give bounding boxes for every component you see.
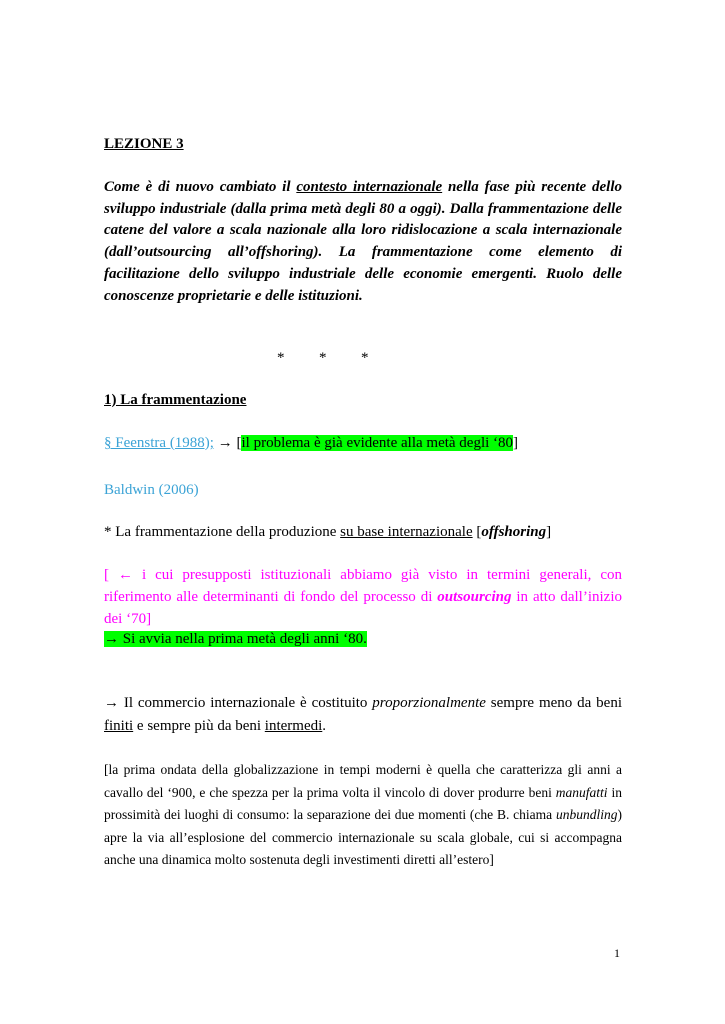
offshoring-term: offshoring <box>481 524 547 540</box>
commerce-italic: proporzionalmente <box>372 695 486 711</box>
commerce-text-4: . <box>322 717 327 734</box>
green-highlight: → Si avvia nella prima metà degli anni ‘80. <box>104 631 367 647</box>
frag-bracket-open: [ <box>472 524 482 540</box>
intro-text-2: nella fase più recente dello sviluppo industriale (dalla prima metà degli 80 a oggi). Dalla frammentazione delle catene del valore a scala nazionale alla loro ridislocazione a scala internazionale (dall’outsourcing all’offshoring). La frammentazione come elemento di facilitazione dello sviluppo industriale delle economie emergenti. Ruolo delle conoscenze proprietarie e delle istituzioni. <box>104 179 622 304</box>
note-text-3: ) apre la via all’esplosione del commercio internazionale su scala globale, cui si accompagna anche una dinamica molto sostenuta degli investimenti diretti all’estero] <box>104 807 622 867</box>
commerce-underlined-2: intermedi <box>264 717 323 734</box>
arrow-right-icon: → <box>104 695 119 711</box>
lesson-heading: LEZIONE 3 <box>104 136 184 152</box>
separator-star-2: * <box>319 350 327 366</box>
commerce-text-3: e sempre più da beni <box>133 717 265 734</box>
frag-bracket-close: ] <box>546 524 552 540</box>
note-italic-2: unbundling <box>555 807 618 822</box>
commerce-text-1: Il commercio internazionale è costituito <box>119 695 373 711</box>
green-line <box>104 629 622 650</box>
commerce-text-2: sempre meno da beni <box>485 695 623 711</box>
magenta-text-1: [ ← i cui presupposti istituzionali abbiamo già visto in termini generali, con riferimento alle determinanti di fondo del processo di <box>104 567 622 605</box>
feenstra-line <box>104 433 622 454</box>
fragmentation-line <box>104 522 622 543</box>
frag-text: * La frammentazione della produzione <box>104 524 341 540</box>
lesson-intro <box>104 177 622 307</box>
note-text-1: [la prima ondata della globalizzazione in tempi moderni è quella che caratterizza gli anni a cavallo del ‘900, e che spezza per la prima volta il vincolo di dover produrre beni <box>104 762 622 800</box>
bracket-note <box>104 759 622 872</box>
intro-underlined: contesto internazionale <box>296 179 443 195</box>
baldwin-link[interactable]: Baldwin (2006) <box>104 482 199 498</box>
bracket-close: ] <box>513 435 519 451</box>
commerce-underlined-1: finiti <box>104 717 134 734</box>
frag-underlined: su base internazionale <box>340 524 473 540</box>
page-number: 1 <box>614 946 620 960</box>
magenta-text-2: in atto dall’inizio dei ‘70] <box>104 589 622 627</box>
separator-star-1: * <box>277 350 285 366</box>
magenta-note <box>104 564 622 630</box>
arrow-right-icon: → <box>213 435 237 451</box>
bracket-open: [ <box>236 435 242 451</box>
feenstra-link[interactable]: § Feenstra (1988); <box>104 435 214 451</box>
outsourcing-term: outsourcing <box>437 589 512 605</box>
note-italic-1: manufatti <box>555 784 608 800</box>
section-title: 1) La frammentazione <box>104 392 247 408</box>
intro-text-1: Come è di nuovo cambiato il <box>104 179 297 195</box>
highlighted-note: il problema è già evidente alla metà degli ‘80 <box>241 435 514 451</box>
separator-star-3: * <box>361 350 369 366</box>
note-text-2: in prossimità dei luoghi di consumo: la separazione dei due momenti (che B. chiama <box>104 784 622 822</box>
commerce-paragraph <box>104 692 622 737</box>
